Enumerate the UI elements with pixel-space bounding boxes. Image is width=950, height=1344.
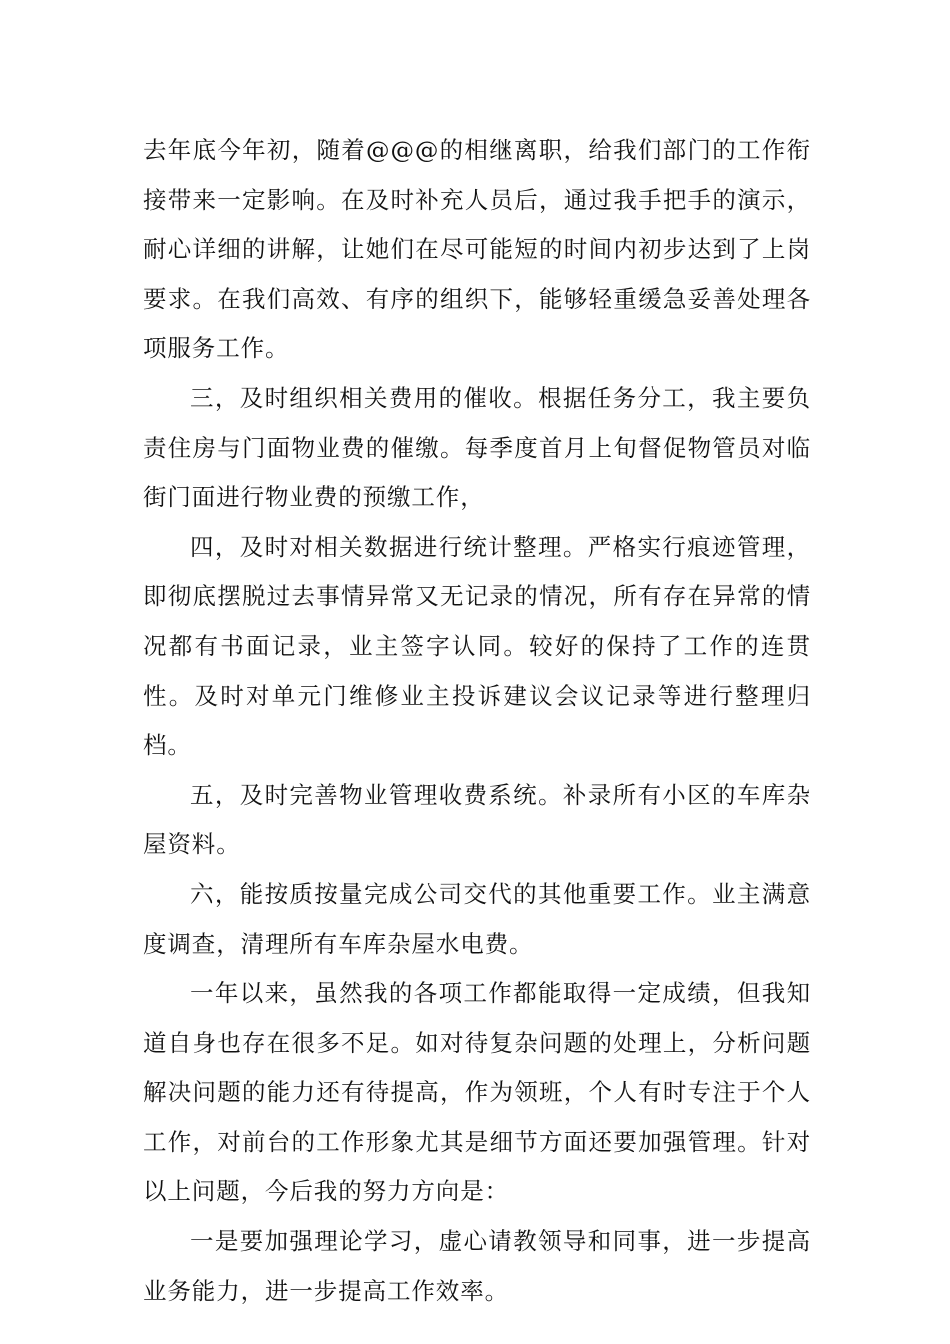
paragraph-shortcomings: 一年以来，虽然我的各项工作都能取得一定成绩，但我知道自身也存在很多不足。如对待复杂问题的处理上，分析问题解决问题的能力还有待提高，作为领班，个人有时专注于个人工作，对前台的工作形象尤其是细节方面还要加强管理。针对以上问题，今后我的努力方向是：: [143, 979, 811, 1206]
paragraph-data-statistics: 四，及时对相关数据进行统计整理。严格实行痕迹管理，即彻底摆脱过去事情异常又无记录的情况，所有存在异常的情况都有书面记录，业主签字认同。较好的保持了工作的连贯性。及时对单元门维修业主投诉建议会议记录等进行整理归档。: [143, 532, 811, 760]
paragraph-improvement: 一是要加强理论学习，虚心请教领导和同事，进一步提高业务能力，进一步提高工作效率。: [143, 1227, 811, 1305]
paragraph-billing-system: 五，及时完善物业管理收费系统。补录所有小区的车库杂屋资料。: [143, 780, 811, 859]
paragraph-other-work: 六，能按质按量完成公司交代的其他重要工作。业主满意度调查，清理所有车库杂屋水电费。: [143, 879, 811, 958]
paragraph-continuation: 去年底今年初，随着@@@的相继离职，给我们部门的工作衔接带来一定影响。在及时补充人员后，通过我手把手的演示，耐心详细的讲解，让她们在尽可能短的时间内初步达到了上岗要求。在我们高效、有序的组织下，能够轻重缓急妥善处理各项服务工作。: [143, 136, 811, 363]
paragraph-fee-collection: 三，及时组织相关费用的催收。根据任务分工，我主要负责住房与门面物业费的催缴。每季度首月上旬督促物管员对临街门面进行物业费的预缴工作，: [143, 383, 811, 512]
document-body: [143, 126, 811, 1316]
